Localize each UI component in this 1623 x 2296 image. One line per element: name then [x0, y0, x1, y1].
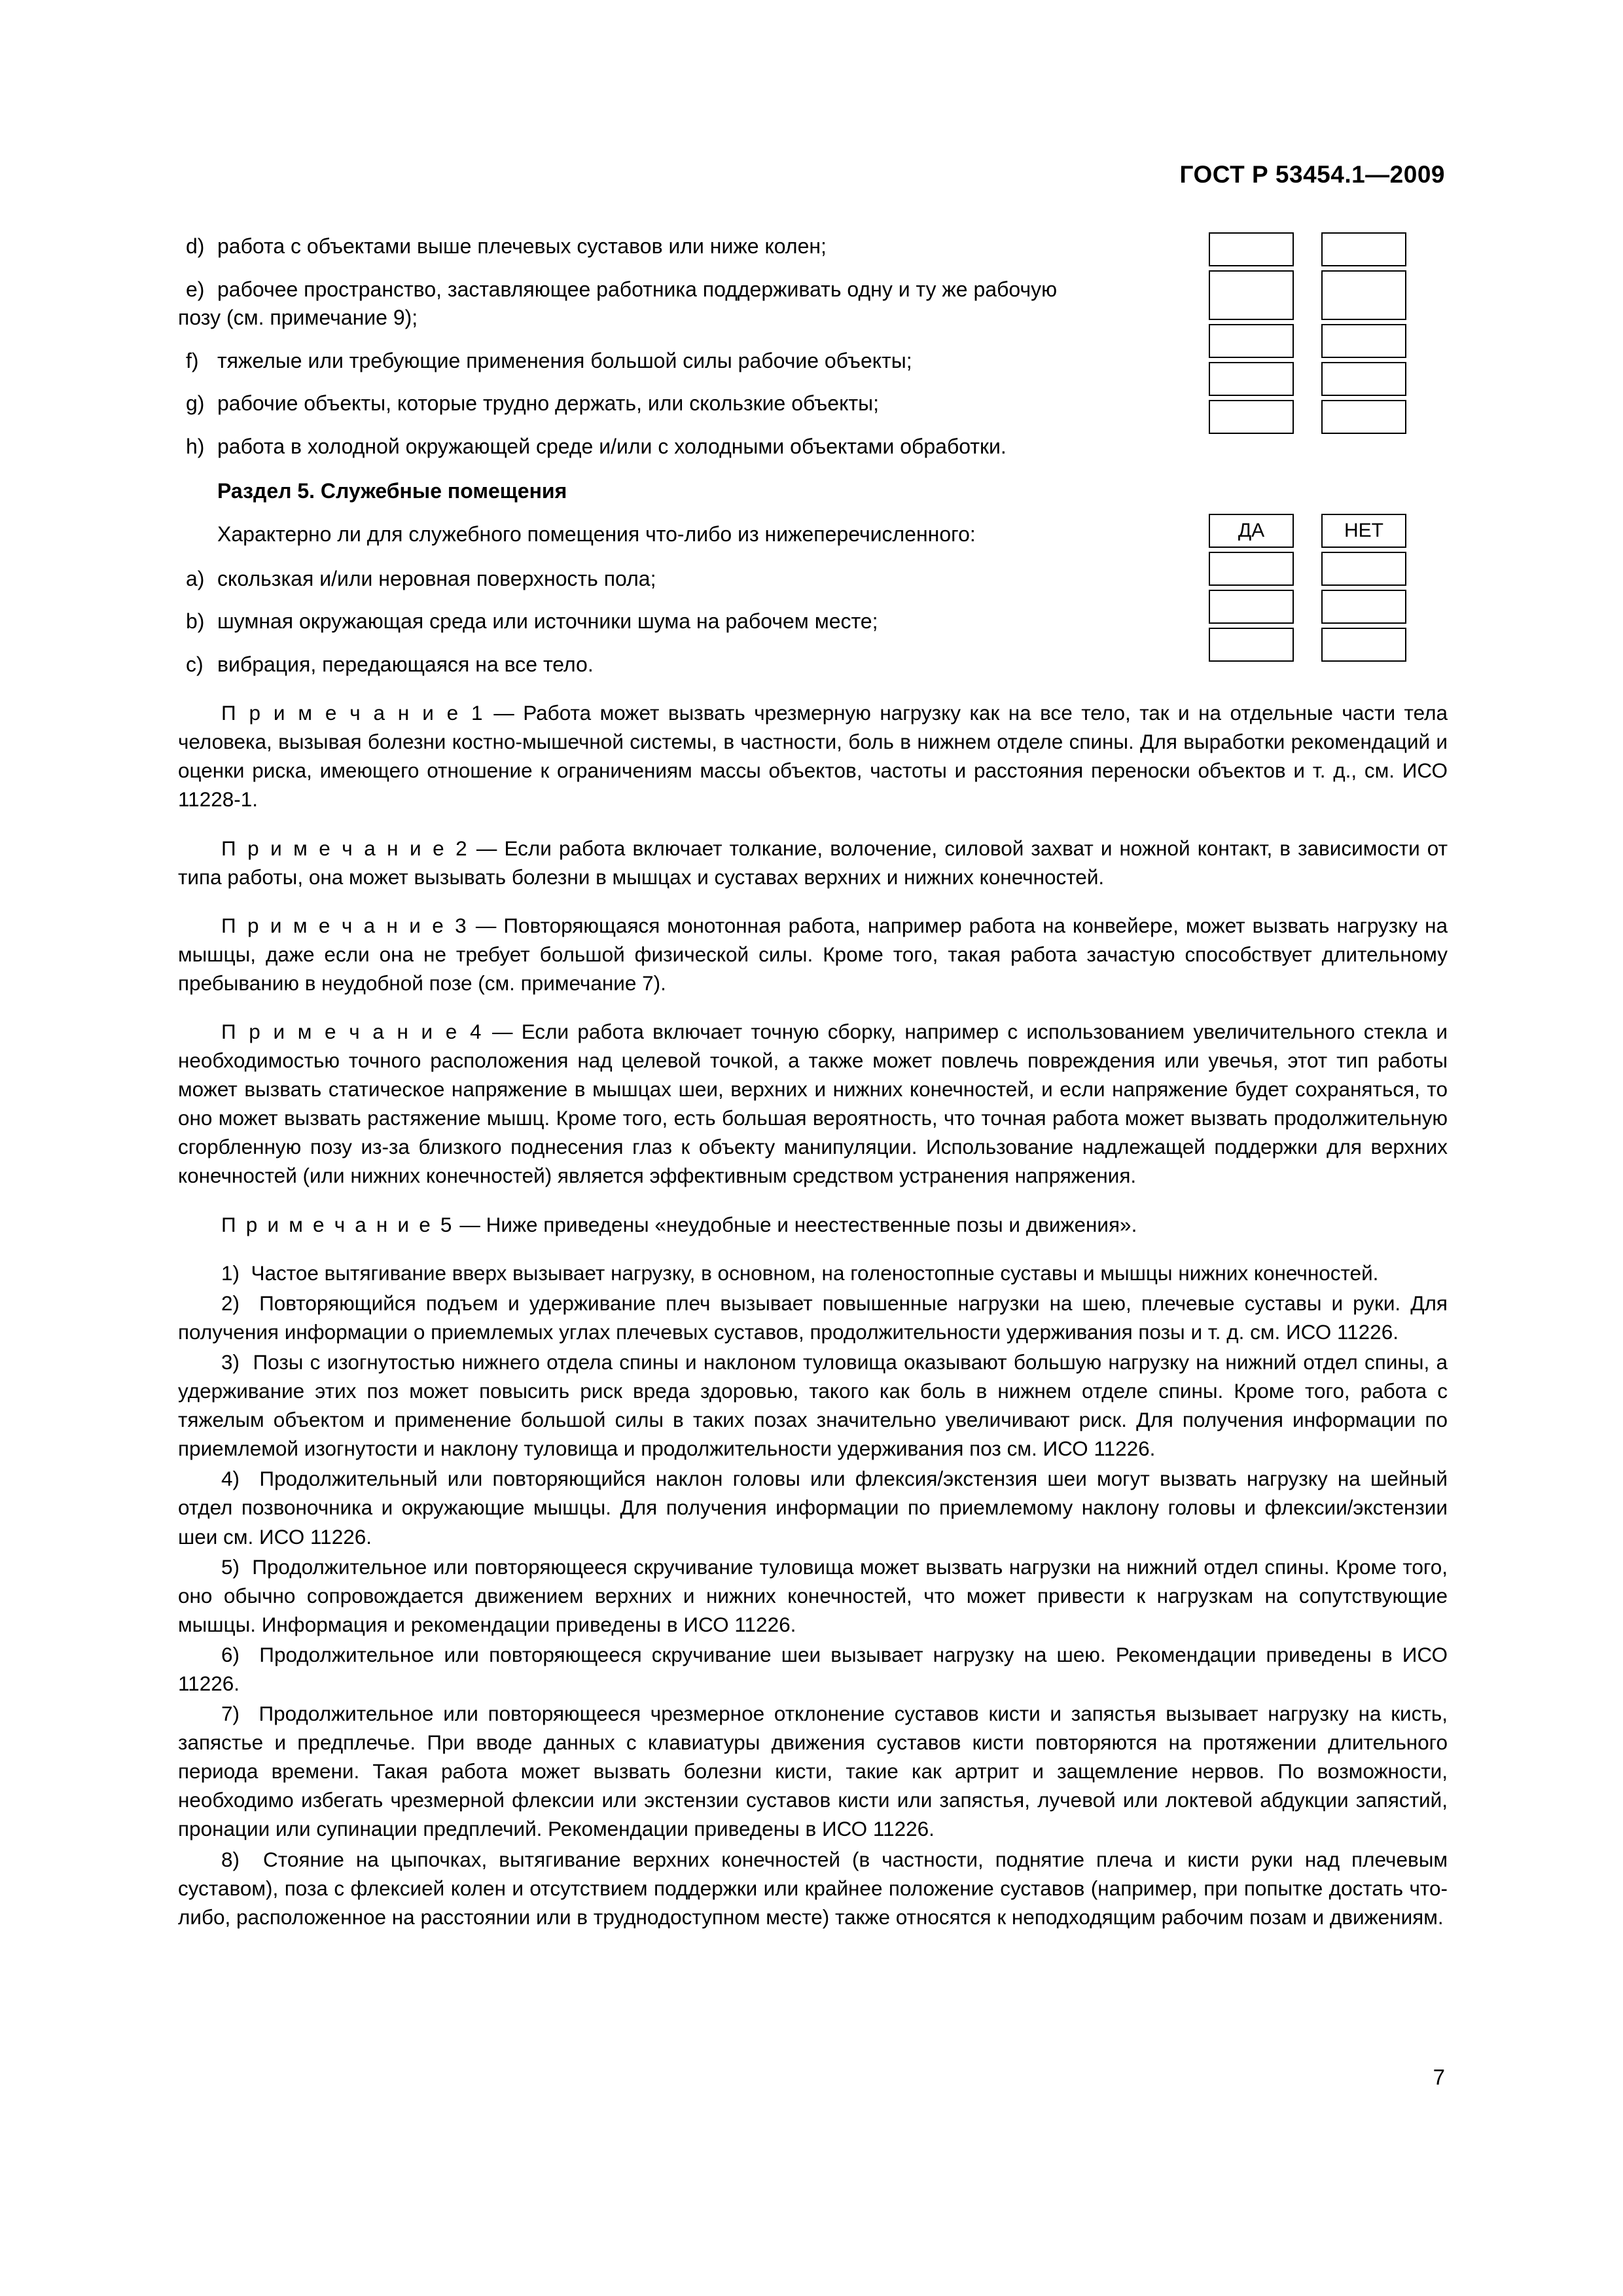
numbered-paragraph	[178, 1845, 1448, 1931]
checkbox-yes[interactable]	[1209, 270, 1294, 320]
checkbox-yes[interactable]	[1209, 362, 1294, 396]
note-paragraph	[178, 1017, 1448, 1191]
list-item-marker: c)	[186, 652, 204, 676]
list-item-label: тяжелые или требующие применения большой силы рабочие объекты;	[217, 348, 912, 372]
note-paragraph	[178, 698, 1448, 814]
paragraph-text: Продолжительное или повторяющееся скручивание туловища может вызвать нагрузки на нижний отдел спины. Кроме того, оно обычно сопровождается движением верхних и нижних конечностей, что может привести к нагрузкам на сопутствующие мышцы. Информация и рекомендации приведены в ИСО 11226.	[178, 1554, 1448, 1636]
note-label: П р и м е ч а н и е 1	[221, 701, 485, 725]
paragraph-number: 7)	[221, 1702, 240, 1726]
checkbox-no[interactable]	[1321, 400, 1406, 434]
paragraph-text: Продолжительный или повторяющийся наклон головы или флексия/экстензия шеи могут вызвать нагрузку на шейный отдел позвоночника и окружающие мышцы. Для получения информации по приемлемому наклону головы и флексии/экстензии шеи см. ИСО 11226.	[178, 1467, 1448, 1549]
paragraph-number: 1)	[221, 1261, 240, 1285]
paragraph-text: Частое вытягивание вверх вызывает нагрузку, в основном, на голеностопные суставы и мышцы нижних конечностей.	[251, 1261, 1379, 1285]
list-item-label: скользкая и/или неровная поверхность пола;	[217, 566, 656, 590]
numbered-paragraph	[178, 1552, 1448, 1639]
numbered-paragraph	[178, 1289, 1448, 1346]
list-item	[178, 232, 1199, 261]
answer-boxes-section4	[1209, 232, 1448, 438]
checkbox-no[interactable]	[1321, 362, 1406, 396]
list-item-label: рабочие объекты, которые трудно держать, или скользкие объекты;	[217, 391, 879, 416]
numbered-paragraph	[178, 1699, 1448, 1843]
note-label: П р и м е ч а н и е 2	[221, 836, 469, 860]
checkbox-yes[interactable]	[1209, 324, 1294, 358]
paragraph-number: 5)	[221, 1554, 240, 1579]
answer-header-row	[1209, 514, 1448, 552]
answer-row	[1209, 590, 1448, 628]
enumerated-list	[178, 1259, 1448, 1931]
checkbox-no[interactable]	[1321, 552, 1406, 586]
paragraph-number: 4)	[221, 1467, 240, 1491]
paragraph-text: Продолжительное или повторяющееся скручивание шеи вызывает нагрузку на шею. Рекомендации приведены в ИСО 11226.	[178, 1642, 1448, 1695]
note-paragraph	[178, 834, 1448, 891]
answer-row	[1209, 362, 1448, 400]
note-paragraph	[178, 911, 1448, 997]
note-text: — Повторяющаяся монотонная работа, например работа на конвейере, может вызвать нагрузку на мышцы, даже если она не требует большой физической силы. Кроме того, такая работа зачастую способствует длительному пребыванию в неудобной позе (см. примечание 7).	[178, 913, 1448, 995]
column-header-yes: ДА	[1209, 514, 1294, 548]
list-item-label: работа с объектами выше плечевых суставов или ниже колен;	[217, 234, 827, 258]
numbered-paragraph	[178, 1348, 1448, 1463]
note-text: — Работа может вызвать чрезмерную нагрузку как на все тело, так и на отдельные части тела человека, вызывая болезни костно-мышечной системы, в частности, боль в нижнем отделе спины. Для выработки рекомендаций и оценки риска, имеющего отношение к ограничениям массы объектов, частоты и расстояния переноски объектов и т. д., см. ИСО 11228-1.	[178, 701, 1448, 812]
page-header-standard-number: ГОСТ Р 53454.1—2009	[1179, 161, 1445, 188]
paragraph-number: 2)	[221, 1291, 240, 1315]
column-header-no: НЕТ	[1321, 514, 1406, 548]
note-text: — Если работа включает точную сборку, например с использованием увеличительного стекла и необходимостью точного расположения над целевой точкой, а также может повлечь повреждения или увечья, этот тип работы может вызвать статическое напряжение в мышцах шеи, верхних и нижних конечностей, и если напряжение будет сохраняться, то оно может вызвать растяжение мышц. Кроме того, есть большая вероятность, что точная работа может вызвать продолжительную сгорбленную позу из-за близкого поднесения глаз к объекту манипуляции. Использование надлежащей поддержки для верхних конечностей (или нижних конечностей) является эффективным средством устранения напряжения.	[178, 1020, 1448, 1188]
list-item-label: работа в холодной окружающей среде и/или с холодными объектами обработки.	[217, 434, 1007, 458]
note-label: П р и м е ч а н и е 5	[221, 1212, 454, 1236]
checkbox-no[interactable]	[1321, 270, 1406, 320]
list-item	[178, 651, 1199, 679]
answer-row	[1209, 628, 1448, 666]
page-content	[178, 232, 1448, 1931]
checklist-block	[178, 232, 1448, 679]
checkbox-no[interactable]	[1321, 232, 1406, 266]
list-item-label: вибрация, передающаяся на все тело.	[217, 652, 594, 676]
list-item-marker: a)	[186, 566, 205, 590]
list-item-marker: e)	[186, 277, 205, 301]
list-item	[178, 347, 1199, 376]
note-text: — Ниже приведены «неудобные и неестественные позы и движения».	[454, 1212, 1137, 1236]
checkbox-yes[interactable]	[1209, 232, 1294, 266]
list-item-marker: f)	[186, 348, 199, 372]
paragraph-text: Стояние на цыпочках, вытягивание верхних конечностей (в частности, поднятие плеча и кисти руки над плечевым суставом), поза с флексией колен и отсутствием поддержки или крайнее положение суставов (например, при попытке достать что-либо, расположенное на расстоянии или в труднодоступном месте) также относятся к неподходящим рабочим позам и движениям.	[178, 1847, 1448, 1929]
checkbox-no[interactable]	[1321, 628, 1406, 662]
answer-row	[1209, 324, 1448, 362]
numbered-paragraph	[178, 1259, 1448, 1287]
list-item	[178, 389, 1199, 418]
paragraph-number: 8)	[221, 1847, 240, 1871]
list-item	[178, 276, 1199, 332]
paragraph-text: Повторяющийся подъем и удерживание плеч вызывает повышенные нагрузки на шею, плечевые суставы и руки. Для получения информации о приемлемых углах плечевых суставов, продолжительности удерживания позы и т. д. см. ИСО 11226.	[178, 1291, 1448, 1344]
checkbox-yes[interactable]	[1209, 628, 1294, 662]
page-number: 7	[1433, 2065, 1445, 2089]
paragraph-number: 6)	[221, 1642, 240, 1666]
answer-boxes-section5	[1209, 514, 1448, 666]
paragraph-text: Позы с изогнутостью нижнего отдела спины и наклоном туловища оказывают большую нагрузку на нижний отдел спины, а удерживание этих поз может повысить риск вреда здоровью, такого как боль в нижнем отделе спины. Кроме того, работа с тяжелым объектом и применение большой силы в таких позах значительно увеличивают риск. Для получения информации по приемлемой изогнутости и наклону туловища и продолжительности удерживания поз см. ИСО 11226.	[178, 1350, 1448, 1461]
paragraph-number: 3)	[221, 1350, 240, 1374]
section5-intro: Характерно ли для служебного помещения что-либо из нижеперечисленного:	[217, 522, 976, 547]
checkbox-no[interactable]	[1321, 590, 1406, 624]
section-title-5: Раздел 5. Служебные помещения	[217, 479, 567, 503]
note-label: П р и м е ч а н и е 4	[221, 1020, 484, 1043]
numbered-paragraph	[178, 1464, 1448, 1551]
answer-row	[1209, 270, 1448, 324]
answer-row	[1209, 552, 1448, 590]
list-item-label: шумная окружающая среда или источники шума на рабочем месте;	[217, 609, 878, 634]
list-item-marker: h)	[186, 434, 205, 458]
list-item	[178, 607, 1199, 636]
list-item-label-continuation: позу (см. примечание 9);	[178, 306, 418, 330]
paragraph-text: Продолжительное или повторяющееся чрезмерное отклонение суставов кисти и запястья вызывает нагрузку на кисть, запястье и предплечье. При вводе данных с клавиатуры движения суставов кисти повторяются на протяжении длительного периода времени. Такая работа может вызвать болезни кисти, такие как артрит и защемление нервов. По возможности, необходимо избегать чрезмерной флексии или экстензии суставов кисти или запястья, лучевой или локтевой абдукции запястий, пронации или супинации предплечий. Рекомендации приведены в ИСО 11226.	[178, 1702, 1448, 1841]
checkbox-yes[interactable]	[1209, 590, 1294, 624]
numbered-paragraph	[178, 1640, 1448, 1698]
checklist-text-column	[178, 232, 1199, 679]
list-item-marker: g)	[186, 391, 205, 416]
list-item	[178, 433, 1199, 461]
checkbox-no[interactable]	[1321, 324, 1406, 358]
answer-row	[1209, 400, 1448, 438]
list-item-label: рабочее пространство, заставляющее работника поддерживать одну и ту же рабочую	[217, 277, 1058, 301]
note-text: — Если работа включает толкание, волочение, силовой захват и ножной контакт, в зависимости от типа работы, она может вызывать болезни в мышцах и суставах верхних и нижних конечностей.	[178, 836, 1448, 889]
checkbox-yes[interactable]	[1209, 552, 1294, 586]
answer-row	[1209, 232, 1448, 270]
checkbox-yes[interactable]	[1209, 400, 1294, 434]
list-item	[178, 565, 1199, 594]
note-paragraph	[178, 1210, 1448, 1239]
note-label: П р и м е ч а н и е 3	[221, 913, 469, 937]
list-item-marker: d)	[186, 234, 205, 258]
list-item-marker: b)	[186, 609, 205, 634]
